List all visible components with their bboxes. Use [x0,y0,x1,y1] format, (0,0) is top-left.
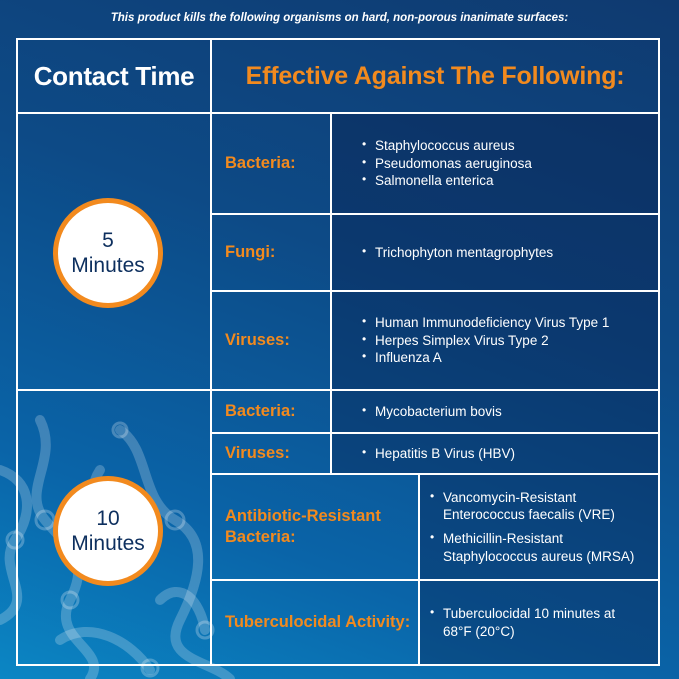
time-number: 10 [96,506,120,530]
list-item: • Influenza A [362,349,609,367]
organism-list-items [362,244,553,262]
organism-list [430,581,640,664]
organism-list [430,475,656,579]
organism-list [362,391,656,432]
list-item: • Methicillin-Resistant Staphylococcus aureus (MRSA) [430,530,656,565]
time-unit: Minutes [71,532,145,555]
time-unit: Minutes [71,254,145,277]
list-item: • Staphylococcus aureus [362,137,532,155]
organism-list-items [430,489,656,565]
category-label: Antibiotic-Resistant Bacteria: [225,507,381,546]
list-item: • Salmonella enterica [362,172,532,190]
effective-against-header: Effective Against The Following: [245,61,625,90]
organism-list-items [362,314,609,367]
list-item: • Trichophyton mentagrophytes [362,244,553,262]
header-note: This product kills the following organisms on hard, non-porous inanimate surfaces: [110,12,569,24]
category-label: Viruses: [225,444,290,463]
organism-list-items [362,137,532,190]
organism-list-items [430,605,640,640]
column-divider [210,38,212,666]
subcolumn-divider [418,473,420,666]
contact-time-badge-5-minutes [53,198,163,308]
organism-list [362,434,656,473]
category-label: Viruses: [225,331,290,350]
category-label: Tuberculocidal Activity: [225,613,411,632]
list-item: • Human Immunodeficiency Virus Type 1 [362,314,609,332]
category-label: Bacteria: [225,154,296,173]
time-number: 5 [102,228,114,252]
contact-time-badge-10-minutes [53,476,163,586]
category-label: Fungi: [225,243,276,262]
list-item: • Mycobacterium bovis [362,403,502,421]
table-border-left [16,38,18,666]
table-border-bottom [16,664,660,666]
organism-list [362,215,656,290]
list-item: • Hepatitis B Virus (HBV) [362,445,515,463]
subcolumn-divider [330,112,332,475]
organism-list [362,292,656,389]
category-label: Bacteria: [225,402,296,421]
list-item: • Pseudomonas aeruginosa [362,155,532,173]
list-item: • Vancomycin-Resistant Enterococcus faecalis (VRE) [430,489,656,524]
organism-list [362,114,656,213]
list-item: • Herpes Simplex Virus Type 2 [362,332,609,350]
table-border-right [658,38,660,666]
contact-time-header: Contact Time [33,60,195,91]
organism-list-items [362,403,502,421]
organism-list-items [362,445,515,463]
list-item: • Tuberculocidal 10 minutes at 68°F (20°C) [430,605,640,640]
